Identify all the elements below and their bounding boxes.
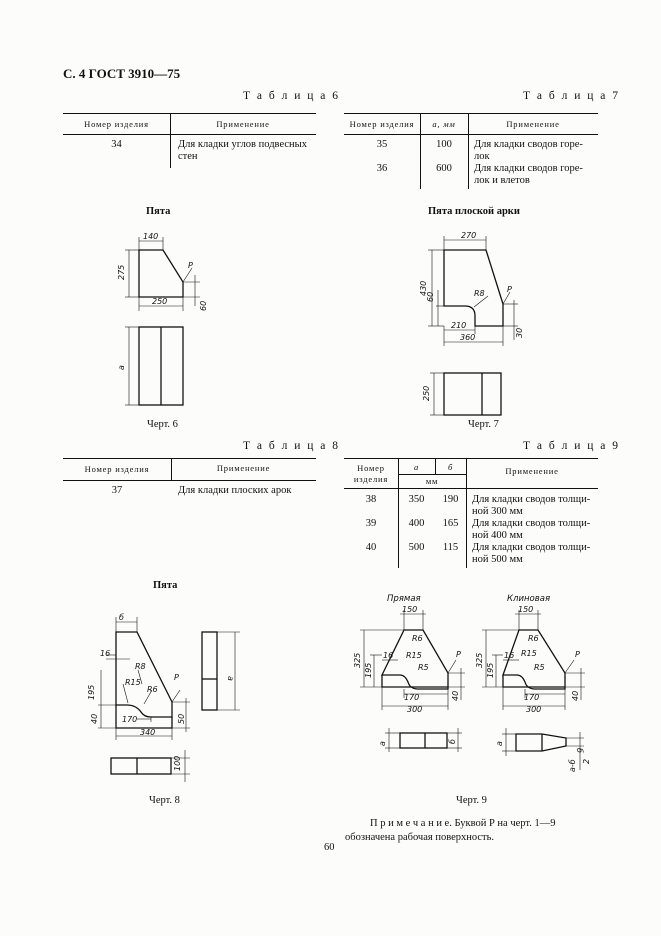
dim-label: R15 — [406, 651, 422, 660]
table9-header-num-2: изделия — [353, 474, 389, 484]
drawing7-title: Пята плоской арки — [428, 206, 520, 217]
table7-row-num: 35 — [376, 139, 388, 150]
table7-row-num: 36 — [376, 163, 388, 174]
table9-header-b: б — [447, 462, 454, 472]
note-line-1: П р и м е ч а н и е. Буквой Р на черт. 1—9 — [370, 818, 556, 829]
table9-row-num: 38 — [365, 494, 377, 505]
drawing9-right-label: Клиновая — [507, 594, 551, 604]
dim-label: 40 — [90, 713, 99, 724]
dim-label: 340 — [140, 728, 156, 737]
dim-label: a — [378, 741, 387, 746]
table7-row-a: 100 — [436, 139, 452, 150]
table9-row-a: 400 — [408, 518, 425, 529]
dim-label: P — [575, 650, 580, 659]
dim-label: б — [448, 739, 457, 744]
dim-label: 270 — [461, 231, 477, 240]
table7-row-a: 600 — [436, 163, 452, 174]
dim-label: 170 — [524, 693, 540, 702]
dim-label: 60 — [426, 291, 435, 302]
table6-row-num: 34 — [111, 139, 122, 150]
dim-label: 30 — [515, 327, 524, 338]
drawing6-title: Пята — [146, 206, 171, 217]
dim-label: R6 — [147, 685, 158, 694]
dim-label: 150 — [518, 605, 534, 614]
dim-label: P — [507, 285, 512, 294]
dim-label: 16 — [504, 651, 515, 660]
dim-label: 40 — [571, 690, 580, 701]
table8-header-use: Применение — [216, 463, 271, 473]
dim-label: P — [456, 650, 461, 659]
table7-row-use-2: лок — [474, 151, 490, 162]
dim-label: P — [174, 673, 179, 682]
dim-label: 140 — [143, 232, 159, 241]
dim-label: 2 — [582, 758, 591, 764]
dim-label: 50 — [177, 713, 186, 724]
table9-header-use: Применение — [505, 466, 559, 476]
drawing9-left-label: Прямая — [387, 594, 421, 604]
drawing6-caption: Черт. 6 — [147, 419, 178, 430]
dim-label: 170 — [404, 693, 420, 702]
dim-label: R15 — [125, 678, 141, 687]
dim-label: а-б — [568, 759, 577, 772]
dim-label: 195 — [87, 684, 96, 700]
table9-row-a: 350 — [408, 494, 425, 505]
table9-row-use-1: Для кладки сводов толщи- — [472, 542, 591, 553]
dim-label: 40 — [451, 690, 460, 701]
dim-label: 275 — [117, 264, 126, 280]
table9-row-use-2: ной 400 мм — [472, 530, 523, 541]
table9-row-use-2: ной 300 мм — [472, 506, 523, 517]
dim-label: 300 — [407, 705, 423, 714]
dim-label: R5 — [418, 663, 429, 672]
dim-label: a — [226, 676, 235, 681]
dim-label: б — [575, 748, 584, 753]
table6-row-use-1: Для кладки углов подвесных — [178, 139, 307, 150]
dim-label: 195 — [364, 662, 373, 678]
table8-row-num: 37 — [111, 485, 123, 496]
table9-row-b: 190 — [442, 494, 459, 505]
dim-label: R6 — [412, 634, 423, 643]
table7-row-use-2: лок и влетов — [474, 175, 530, 186]
table9-row-b: 115 — [442, 542, 459, 553]
drawing9-caption: Черт. 9 — [456, 795, 487, 806]
table8-caption: Т а б л и ц а 8 — [243, 440, 341, 452]
dim-label: 16 — [383, 651, 394, 660]
table9-row-num: 40 — [365, 542, 377, 553]
table7-header-use: Применение — [506, 119, 560, 129]
table9-row-b: 165 — [442, 518, 459, 529]
dim-label: a — [495, 741, 504, 746]
dim-label: 430 — [419, 280, 428, 296]
dim-label: б — [119, 613, 124, 622]
drawing8-title: Пята — [153, 580, 178, 591]
dim-label: 250 — [152, 297, 168, 306]
page-number: 60 — [324, 842, 335, 853]
table7-row-use-1: Для кладки сводов горе- — [474, 139, 583, 150]
table6-caption: Т а б л и ц а 6 — [243, 90, 341, 102]
dim-label: 325 — [475, 652, 484, 668]
table7-header-num: Номер изделия — [349, 119, 415, 129]
table8-header-num: Номер изделия — [84, 464, 150, 474]
table7-caption: Т а б л и ц а 7 — [523, 90, 621, 102]
table9-row-a: 500 — [408, 542, 425, 553]
table6-header-use: Применение — [216, 119, 270, 129]
table9-header-a: а — [413, 462, 420, 472]
dim-label: 325 — [353, 652, 362, 668]
dim-label: 170 — [122, 715, 138, 724]
table7-header-a: а, мм — [432, 119, 456, 129]
drawing8-caption: Черт. 8 — [149, 795, 180, 806]
table8-row-use-1: Для кладки плоских арок — [178, 485, 292, 496]
table9-row-use-2: ной 500 мм — [472, 554, 523, 565]
table9-header-num-1: Номер — [357, 463, 385, 473]
dim-label: R8 — [135, 662, 146, 671]
drawing7-caption: Черт. 7 — [468, 419, 499, 430]
dim-label: 360 — [460, 333, 476, 342]
table9-row-num: 39 — [365, 518, 377, 529]
dim-label: 195 — [486, 662, 495, 678]
dim-label: R6 — [528, 634, 539, 643]
dim-label: 300 — [526, 705, 542, 714]
dim-label: R15 — [521, 649, 537, 658]
dim-label: 250 — [422, 385, 431, 401]
dim-label: 210 — [451, 321, 467, 330]
table9-row-use-1: Для кладки сводов толщи- — [472, 518, 591, 529]
table6-header-num: Номер изделия — [84, 119, 149, 129]
table9-caption: Т а б л и ц а 9 — [523, 440, 621, 452]
dim-label: 100 — [173, 755, 182, 771]
table9-header-unit: мм — [425, 476, 439, 486]
table9-row-use-1: Для кладки сводов толщи- — [472, 494, 591, 505]
table6-row-use-2: стен — [178, 151, 198, 162]
page-header: С. 4 ГОСТ 3910—75 — [63, 66, 181, 81]
note-line-2: обозначена рабочая поверхность. — [345, 832, 495, 843]
dim-label: 16 — [100, 649, 111, 658]
dim-label: R8 — [474, 289, 485, 298]
dim-label: P — [188, 261, 193, 270]
table7-row-use-1: Для кладки сводов горе- — [474, 163, 583, 174]
dim-label: 60 — [199, 300, 208, 311]
dim-label: R5 — [534, 663, 545, 672]
dim-label: 150 — [402, 605, 418, 614]
dim-label: a — [117, 365, 126, 370]
